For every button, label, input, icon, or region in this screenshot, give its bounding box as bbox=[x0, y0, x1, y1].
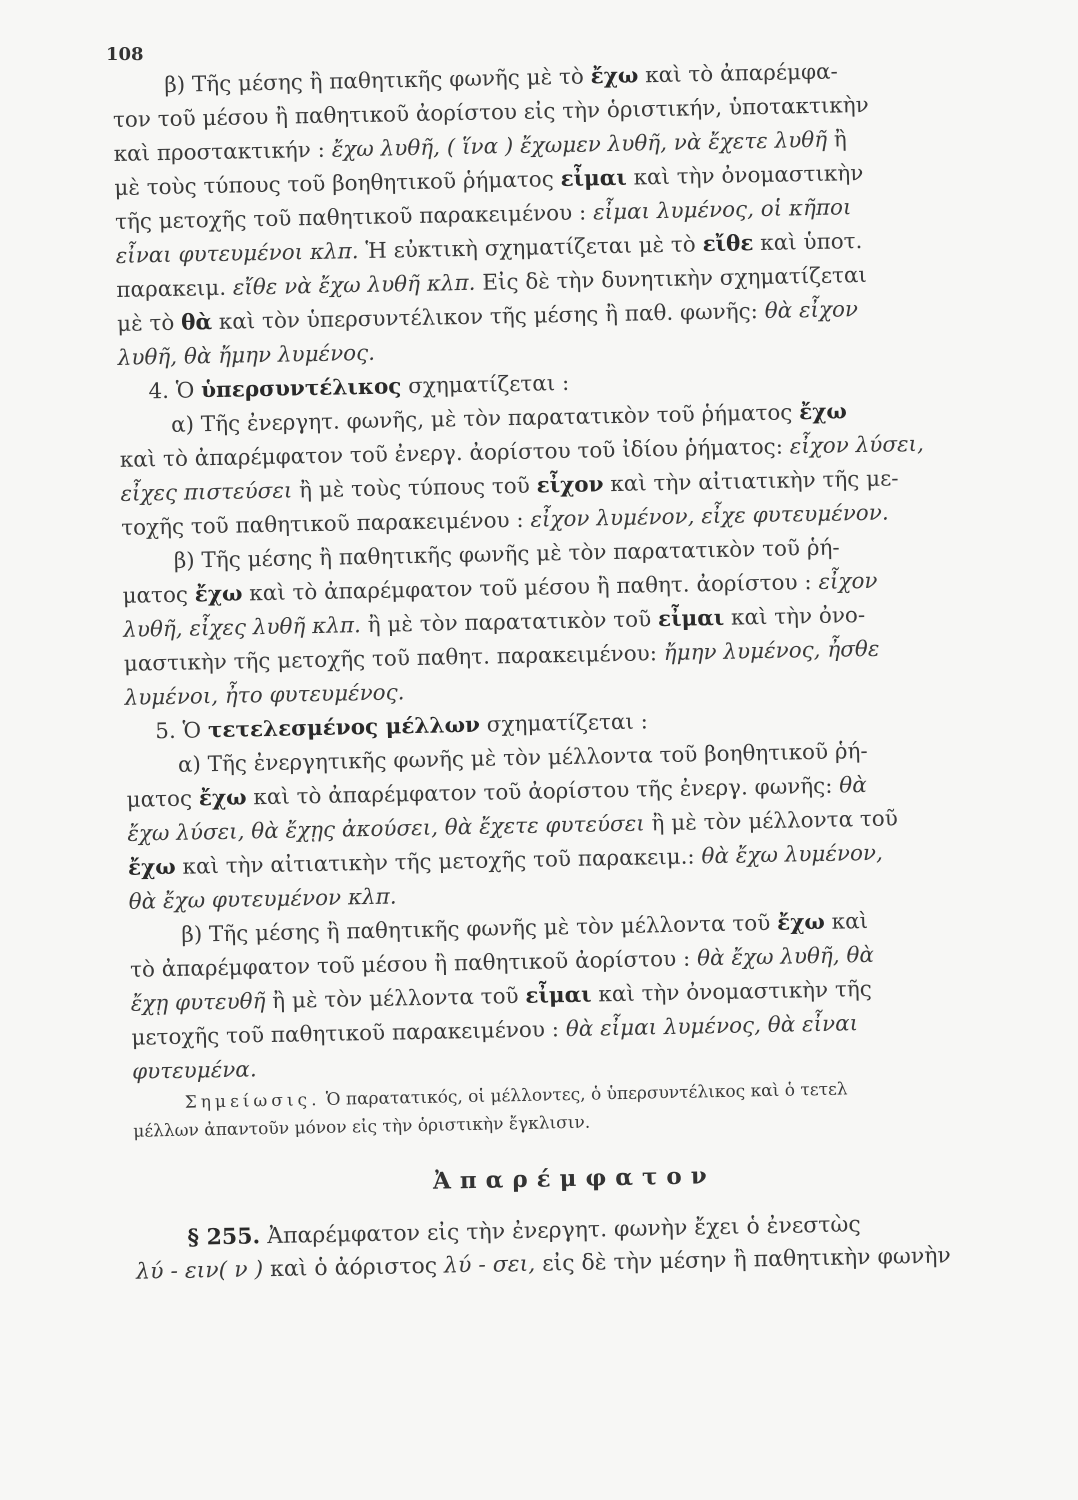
text-line: λυθῆ, θὰ ἤμην λυμένος. bbox=[117, 340, 376, 371]
text-line: τῆς μετοχῆς τοῦ παθητικοῦ παρακειμένου : εἶμαι λυμένος, οἱ κῆποι bbox=[114, 195, 852, 235]
text-line: φυτευμένα. bbox=[131, 1057, 257, 1085]
text-line: ἔχῃ φυτευθῆ ἢ μὲ τὸν μέλλοντα τοῦ εἶμαι καὶ τὴν ὀνομαστικὴν τῆς bbox=[130, 976, 873, 1017]
section-heading: Ἀπαρέμφατον bbox=[432, 1162, 716, 1195]
text-line: β) Τῆς μέσης ἢ παθητικῆς φωνῆς μὲ τὸν μέλλοντα τοῦ ἔχω καὶ bbox=[181, 909, 869, 948]
text-line: εἶχες πιστεύσει ἢ μὲ τοὺς τύπους τοῦ εἶχον καὶ τὴν αἰτιατικὴν τῆς με- bbox=[120, 466, 899, 507]
text-line: τοχῆς τοῦ παθητικοῦ παρακειμένου : εἶχον λυμένον, εἶχε φυτευμένον. bbox=[120, 500, 889, 541]
text-line: β) Τῆς μέσης ἢ παθητικῆς φωνῆς μὲ τὸ ἔχω καὶ τὸ ἀπαρέμφα- bbox=[164, 59, 839, 98]
text-line: 4. Ὁ ὑπερσυντέλικος σχηματίζεται : bbox=[148, 370, 570, 405]
text-line: ἔχω καὶ τὴν αἰτιατικὴν τῆς μετοχῆς τοῦ παρακειμ.: θὰ ἔχω λυμένον, bbox=[127, 840, 884, 881]
text-line: μὲ τοὺς τύπους τοῦ βοηθητικοῦ ῥήματος εἶμαι καὶ τὴν ὀνομαστικὴν bbox=[114, 160, 864, 201]
text-line: § 255. Ἀπαρέμφατον εἰς τὴν ἐνεργητ. φωνὴν ἔχει ὁ ἐνεστὼς bbox=[187, 1212, 861, 1251]
text-line: μὲ τὸ θὰ καὶ τὸν ὑπερσυντέλικον τῆς μέσης ἢ παθ. φωνῆς: θὰ εἶχον bbox=[116, 297, 859, 337]
text-line: β) Τῆς μέσης ἢ παθητικῆς φωνῆς μὲ τὸν παρατατικὸν τοῦ ῥή- bbox=[173, 535, 840, 574]
text-line: λυμένοι, ἦτο φυτευμένος. bbox=[124, 680, 405, 711]
text-line: λυθῆ, εἶχες λυθῆ κλπ. ἢ μὲ τὸν παρατατικὸν τοῦ εἶμαι καὶ τὴν ὀνο- bbox=[122, 602, 866, 643]
text-line: τον τοῦ μέσου ἢ παθητικοῦ ἀορίστου εἰς τὴν ὁριστικήν, ὑποτακτικὴν bbox=[112, 92, 869, 133]
text-line: καὶ προστακτικήν : ἔχω λυθῆ, ( ἵνα ) ἔχωμεν λυθῆ, νὰ ἔχετε λυθῆ ἢ bbox=[113, 127, 848, 167]
text-line: τὸ ἀπαρέμφατον τοῦ μέσου ἢ παθητικοῦ ἀορίστου : θὰ ἔχω λυθῆ, θὰ bbox=[129, 942, 875, 983]
text-line: μαστικὴν τῆς μετοχῆς τοῦ παθητ. παρακειμένου: ἤμην λυμένος, ἦσθε bbox=[123, 636, 880, 677]
text-line: α) Τῆς ἐνεργητ. φωνῆς, μὲ τὸν παρατατικὸν τοῦ ῥήματος ἔχω bbox=[170, 399, 848, 438]
text-line: λύ - ειν( ν ) καὶ ὁ ἀόριστος λύ - σει, εἰς δὲ τὴν μέσην ἢ παθητικὴν φωνὴν bbox=[135, 1243, 952, 1285]
text-line: α) Τῆς ἐνεργητικῆς φωνῆς μὲ τὸν μέλλοντα τοῦ βοηθητικοῦ ῥή- bbox=[177, 738, 868, 778]
text-line: εἶναι φυτευμένοι κλπ. Ἡ εὐκτικὴ σχηματίζεται μὲ τὸ εἴθε καὶ ὑποτ. bbox=[115, 228, 863, 269]
text-line: ματος ἔχω καὶ τὸ ἀπαρέμφατον τοῦ ἀορίστου τῆς ἐνεργ. φωνῆς: θὰ bbox=[126, 772, 868, 813]
page-text-body bbox=[112, 52, 1016, 1289]
text-line: μετοχῆς τοῦ παθητικοῦ παρακειμένου : θὰ εἶμαι λυμένος, θὰ εἶναι bbox=[131, 1011, 859, 1051]
page-number: 108 bbox=[106, 44, 144, 65]
text-line: καὶ τὸ ἀπαρέμφατον τοῦ ἐνεργ. ἀορίστου τοῦ ἰδίου ῥήματος: εἶχον λύσει, bbox=[119, 431, 925, 473]
text-line: μέλλων ἀπαντοῦν μόνον εἰς τὴν ὁριστικὴν ἔγκλισιν. bbox=[133, 1112, 591, 1142]
text-line: παρακειμ. εἴθε νὰ ἔχω λυθῆ κλπ. Εἰς δὲ τὴν δυνητικὴν σχηματίζεται bbox=[116, 262, 868, 303]
text-line: Σημείωσις. Ὁ παρατατικός, οἱ μέλλοντες, ὁ ὑπερσυντέλικος καὶ ὁ τετελ bbox=[184, 1079, 848, 1113]
text-line: ἔχω λύσει, θὰ ἔχῃς ἀκούσει, θὰ ἔχετε φυτεύσει ἢ μὲ τὸν μέλλοντα τοῦ bbox=[127, 806, 899, 847]
text-line: 5. Ὁ τετελεσμένος μέλλων σχηματίζεται : bbox=[155, 709, 649, 745]
text-line: θὰ ἔχω φυτευμένον κλπ. bbox=[128, 884, 397, 915]
text-line: ματος ἔχω καὶ τὸ ἀπαρέμφατον τοῦ μέσου ἢ παθητ. ἀορίστου : εἶχον bbox=[122, 568, 878, 609]
